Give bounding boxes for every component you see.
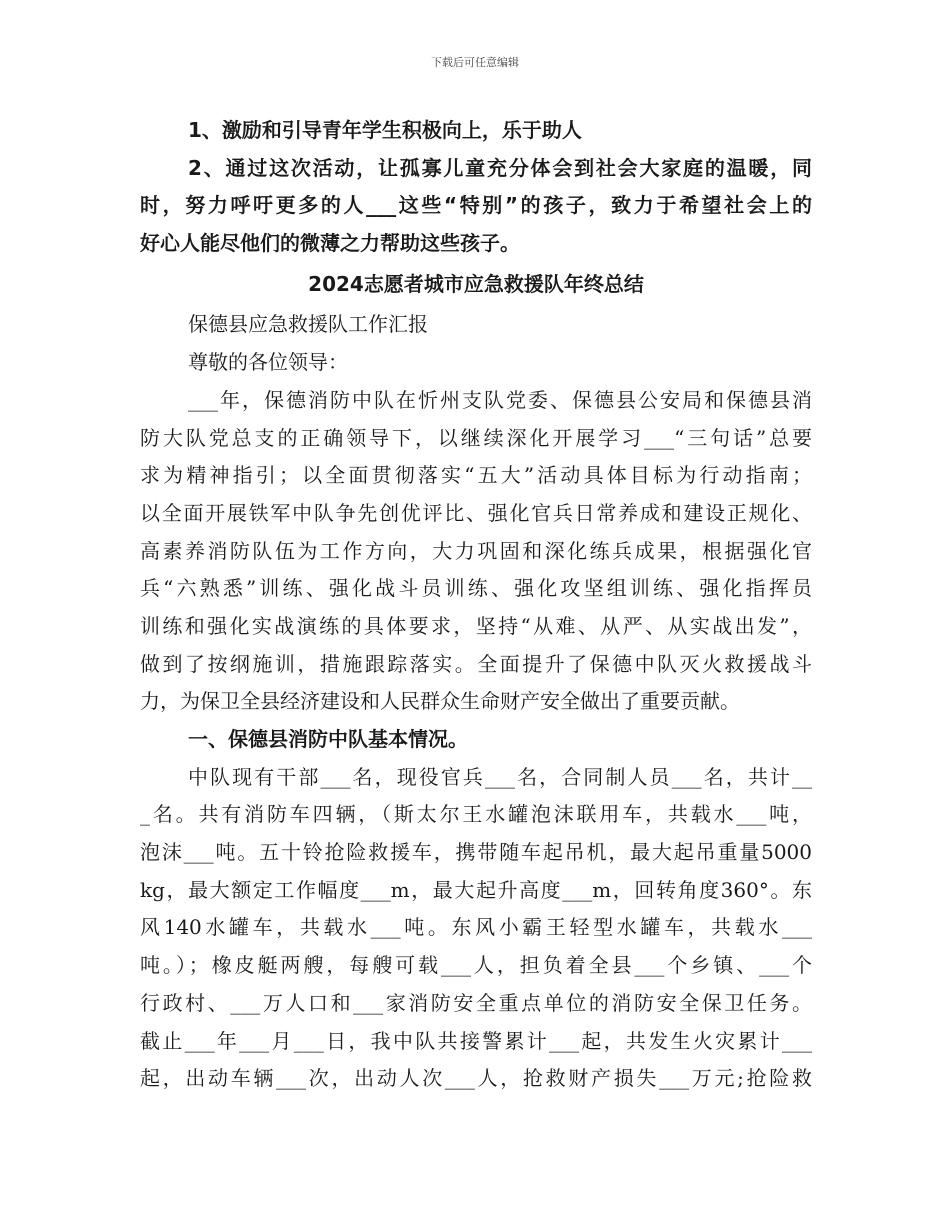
intro-line-5: 高素养消防队伍为工作方向，大力巩固和深化练兵成果，根据强化官	[140, 538, 812, 563]
intro-line-7: 训练和强化实战演练的具体要求，坚持“从难、从严、从实战出发”，	[140, 613, 812, 638]
basic-info-line-3: 泡沫___吨。五十铃抢险救援车，携带随车起吊机，最大起吊重量5000	[140, 840, 812, 865]
goal-item-2-line-2: 时，努力呼吁更多的人___这些“特别”的孩子，致力于希望社会上的	[140, 193, 812, 218]
report-subtitle: 保德县应急救援队工作汇报	[188, 312, 428, 337]
goal-item-2-line-3: 好心人能尽他们的微薄之力帮助这些孩子。	[140, 231, 520, 256]
document-title: 2024志愿者城市应急救援队年终总结	[308, 271, 644, 296]
page-header: 下载后可任意编辑	[431, 56, 519, 69]
intro-line-6: 兵“六熟悉”训练、强化战斗员训练、强化攻坚组训练、强化指挥员	[140, 576, 812, 601]
intro-line-3: 求为精神指引；以全面贯彻落实“五大”活动具体目标为行动指南；	[140, 463, 812, 488]
intro-line-8: 做到了按纲施训，措施跟踪落实。全面提升了保德中队灭火救援战斗	[140, 651, 812, 676]
basic-info-line-5: 风140水罐车，共载水___吨。东风小霸王轻型水罐车，共载水___	[140, 915, 812, 940]
basic-info-line-8: 截止___年___月___日，我中队共接警累计___起，共发生火灾累计___	[140, 1028, 812, 1053]
intro-line-9: 力，为保卫全县经济建设和人民群众生命财产安全做出了重要贡献。	[140, 689, 740, 714]
intro-line-2: 防大队党总支的正确领导下，以继续深化开展学习___“三句话”总要	[140, 425, 812, 450]
section-heading-1: 一、保德县消防中队基本情况。	[188, 727, 468, 751]
goal-item-2-line-1: 2、通过这次活动，让孤寡儿童充分体会到社会大家庭的温暖，同	[188, 155, 812, 180]
basic-info-line-9: 起，出动车辆___次，出动人次___人，抢救财产损失___万元;抢险救	[140, 1066, 812, 1091]
intro-line-4: 以全面开展铁军中队争先创优评比、强化官兵日常养成和建设正规化、	[140, 500, 812, 525]
basic-info-line-2: _名。共有消防车四辆，（斯太尔王水罐泡沫联用车，共载水___吨，	[140, 802, 812, 827]
basic-info-line-4: kg，最大额定工作幅度___m，最大起升高度___m，回转角度360°。东	[140, 877, 812, 902]
basic-info-line-7: 行政村、___万人口和___家消防安全重点单位的消防安全保卫任务。	[140, 990, 812, 1015]
basic-info-line-6: 吨。）；橡皮艇两艘，每艘可载___人，担负着全县___个乡镇、___个	[140, 953, 812, 978]
intro-line-1: ___年，保德消防中队在忻州支队党委、保德县公安局和保德县消	[188, 387, 812, 412]
salutation: 尊敬的各位领导：	[188, 350, 348, 375]
document-body	[140, 112, 812, 1098]
basic-info-line-1: 中队现有干部___名，现役官兵___名，合同制人员___名，共计__	[188, 764, 812, 789]
goal-item-1: 1、激励和引导青年学生积极向上，乐于助人	[188, 118, 582, 142]
